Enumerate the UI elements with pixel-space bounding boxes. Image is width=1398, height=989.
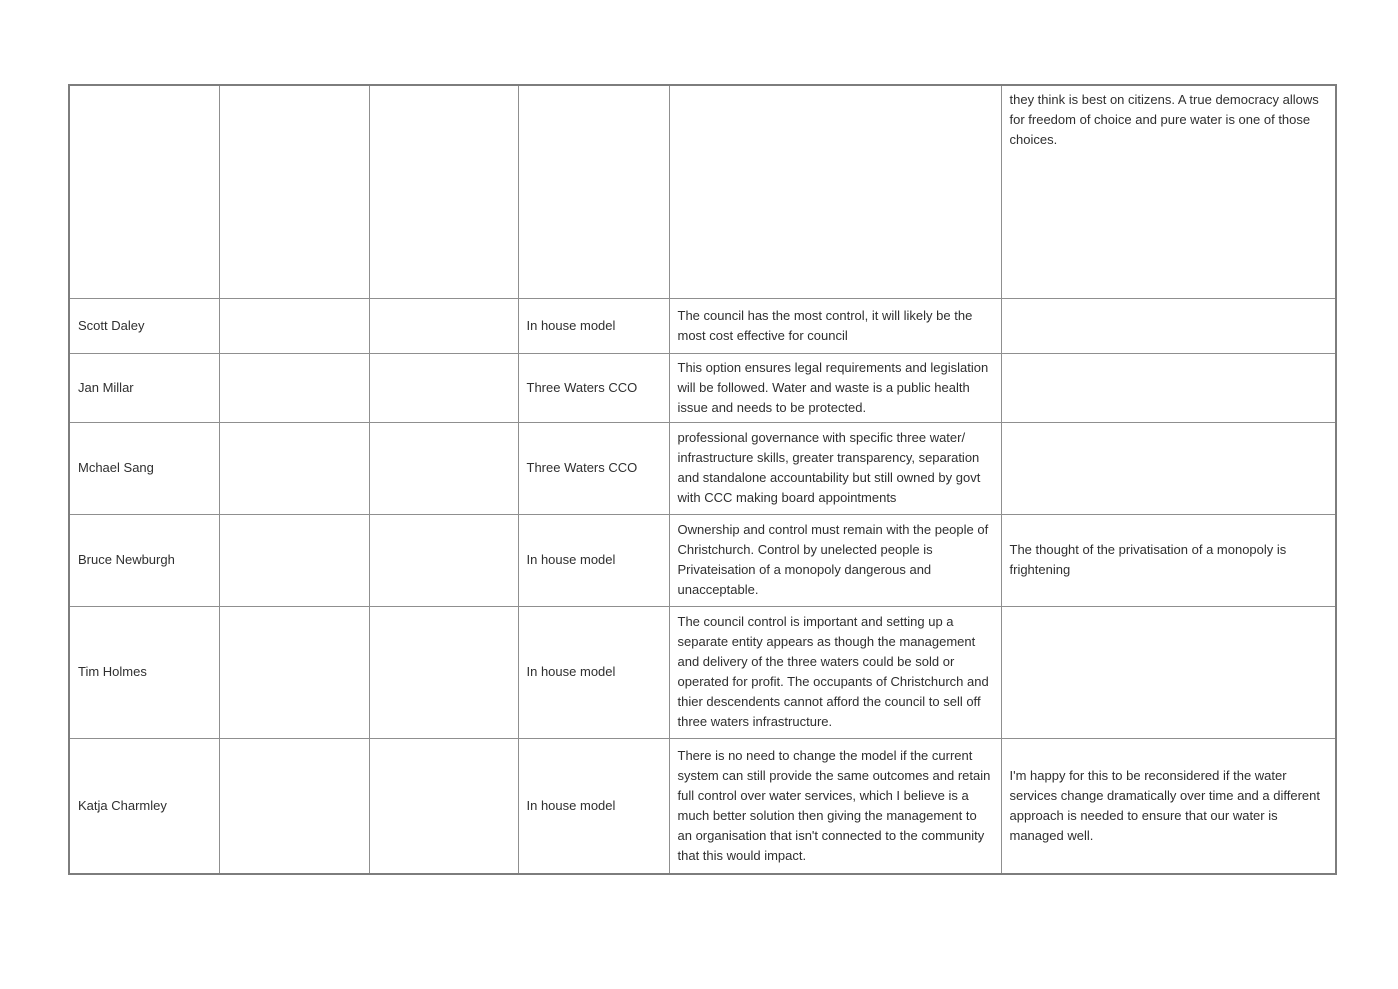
cell-model-choice: In house model bbox=[518, 738, 669, 874]
cell-empty bbox=[219, 353, 369, 422]
table-row bbox=[69, 738, 1336, 874]
cell-comment: The thought of the privatisation of a monopoly is frightening bbox=[1001, 514, 1336, 606]
cell-submitter-name: Katja Charmley bbox=[69, 738, 219, 874]
cell-comment: they think is best on citizens. A true democracy allows for freedom of choice and pure water is one of those choices. bbox=[1001, 85, 1336, 298]
cell-comment: I'm happy for this to be reconsidered if the water services change dramatically over time and a different approach is needed to ensure that our water is managed well. bbox=[1001, 738, 1336, 874]
cell-reason: The council has the most control, it will likely be the most cost effective for council bbox=[669, 298, 1001, 353]
cell-reason: There is no need to change the model if the current system can still provide the same outcomes and retain full control over water services, which I believe is a much better solution then giving the management to an organisation that isn't connected to the community that this would impact. bbox=[669, 738, 1001, 874]
cell-empty bbox=[219, 298, 369, 353]
cell-reason: This option ensures legal requirements and legislation will be followed. Water and waste is a public health issue and needs to be protected. bbox=[669, 353, 1001, 422]
table-row bbox=[69, 514, 1336, 606]
cell-empty bbox=[219, 514, 369, 606]
table-row bbox=[69, 422, 1336, 514]
table-row bbox=[69, 298, 1336, 353]
cell-empty bbox=[369, 353, 518, 422]
cell-empty bbox=[369, 422, 518, 514]
cell-model-choice: Three Waters CCO bbox=[518, 422, 669, 514]
cell-empty bbox=[219, 606, 369, 738]
cell-reason bbox=[669, 85, 1001, 298]
table-row bbox=[69, 353, 1336, 422]
cell-model-choice bbox=[518, 85, 669, 298]
cell-empty bbox=[219, 85, 369, 298]
cell-reason: professional governance with specific three water/ infrastructure skills, greater transparency, separation and standalone accountability but still owned by govt with CCC making board appointments bbox=[669, 422, 1001, 514]
cell-empty bbox=[369, 514, 518, 606]
cell-empty bbox=[369, 606, 518, 738]
cell-reason: Ownership and control must remain with the people of Christchurch. Control by unelected people is Privateisation of a monopoly dangerous and unacceptable. bbox=[669, 514, 1001, 606]
table-row bbox=[69, 85, 1336, 298]
table-row bbox=[69, 606, 1336, 738]
cell-submitter-name bbox=[69, 85, 219, 298]
cell-submitter-name: Scott Daley bbox=[69, 298, 219, 353]
cell-comment bbox=[1001, 422, 1336, 514]
cell-comment bbox=[1001, 298, 1336, 353]
cell-model-choice: In house model bbox=[518, 298, 669, 353]
cell-submitter-name: Tim Holmes bbox=[69, 606, 219, 738]
cell-model-choice: In house model bbox=[518, 514, 669, 606]
cell-reason: The council control is important and setting up a separate entity appears as though the management and delivery of the three waters could be sold or operated for profit. The occupants of Christchurch and thier descendents cannot afford the council to sell off three waters infrastructure. bbox=[669, 606, 1001, 738]
submissions-table bbox=[68, 84, 1337, 875]
cell-empty bbox=[219, 738, 369, 874]
cell-model-choice: Three Waters CCO bbox=[518, 353, 669, 422]
cell-empty bbox=[369, 738, 518, 874]
cell-empty bbox=[369, 85, 518, 298]
cell-submitter-name: Jan Millar bbox=[69, 353, 219, 422]
cell-model-choice: In house model bbox=[518, 606, 669, 738]
cell-submitter-name: Mchael Sang bbox=[69, 422, 219, 514]
cell-comment bbox=[1001, 606, 1336, 738]
cell-empty bbox=[369, 298, 518, 353]
cell-comment bbox=[1001, 353, 1336, 422]
cell-submitter-name: Bruce Newburgh bbox=[69, 514, 219, 606]
cell-empty bbox=[219, 422, 369, 514]
